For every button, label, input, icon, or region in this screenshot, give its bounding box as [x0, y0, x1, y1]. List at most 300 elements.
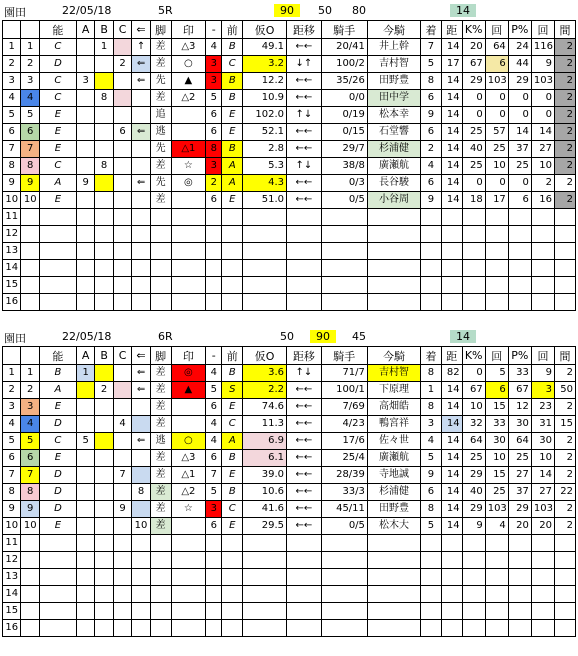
column-header-horse-num [21, 347, 39, 365]
cell-col-c [113, 552, 131, 569]
cell-col-c [113, 535, 131, 552]
cell-col-b [95, 518, 113, 535]
cell-p-pct: 37 [508, 141, 531, 158]
table-row[interactable] [3, 365, 576, 382]
cell-odds: 2.2 [243, 382, 287, 399]
cell-horse-num [21, 603, 39, 620]
cell-arrow [132, 416, 150, 433]
cell-dist-move: ↓↑ [287, 56, 322, 73]
cell-p-pct: 20 [508, 518, 531, 535]
cell-interval: 2 [554, 518, 575, 535]
table-row[interactable] [3, 141, 576, 158]
cell-dist-move: ←← [287, 192, 322, 209]
cell-p-pct [508, 260, 531, 277]
table-row[interactable] [3, 226, 576, 243]
cell-mark [171, 192, 206, 209]
table-row[interactable] [3, 620, 576, 637]
cell-horse-num: 1 [21, 365, 39, 382]
cell-jockey [367, 603, 420, 620]
cell-horse-num: 1 [21, 39, 39, 56]
cell-p-pct [508, 209, 531, 226]
cell-finish: 8 [421, 501, 442, 518]
column-header-row-num [3, 21, 21, 39]
cell-row-num: 7 [3, 141, 21, 158]
table-row[interactable] [3, 209, 576, 226]
cell-col-b [95, 416, 113, 433]
cell-p-pct: 29 [508, 73, 531, 90]
race-number: 5R [158, 4, 173, 17]
table-row[interactable] [3, 501, 576, 518]
cell-row-num: 6 [3, 124, 21, 141]
cell-distance: 14 [441, 107, 462, 124]
cell-horse-num: 7 [21, 141, 39, 158]
cell-style: 差 [150, 90, 171, 107]
cell-row-num: 4 [3, 90, 21, 107]
cell-col-c [113, 569, 131, 586]
cell-prev: E [222, 192, 243, 209]
cell-ability [39, 260, 76, 277]
cell-jockey-record: 0/19 [321, 107, 367, 124]
cell-count-1: 10 [485, 450, 508, 467]
cell-horse-num: 10 [21, 518, 39, 535]
cell-finish: 1 [421, 382, 442, 399]
cell-horse-num [21, 569, 39, 586]
cell-jockey [367, 209, 420, 226]
cell-interval: 2 [554, 158, 575, 175]
table-row[interactable] [3, 552, 576, 569]
cell-mark [171, 569, 206, 586]
cell-odds: 5.3 [243, 158, 287, 175]
cell-odds: 10.9 [243, 90, 287, 107]
cell-count-2: 27 [531, 484, 554, 501]
table-row[interactable] [3, 450, 576, 467]
cell-jockey: 佐々世 [367, 433, 420, 450]
cell-k-pct [462, 569, 485, 586]
cell-k-pct [462, 260, 485, 277]
cell-count-2 [531, 552, 554, 569]
cell-distance [441, 552, 462, 569]
cell-horse-num: 5 [21, 107, 39, 124]
cell-style: 差 [150, 382, 171, 399]
cell-finish: 9 [421, 467, 442, 484]
cell-odds: 4.3 [243, 175, 287, 192]
cell-style [150, 209, 171, 226]
table-row[interactable] [3, 399, 576, 416]
cell-jockey-record [321, 552, 367, 569]
cell-count-1: 6 [485, 56, 508, 73]
cell-col-b [95, 484, 113, 501]
table-row[interactable] [3, 416, 576, 433]
cell-dist-move: ↑↓ [287, 158, 322, 175]
table-row[interactable] [3, 535, 576, 552]
cell-distance: 14 [441, 175, 462, 192]
cell-p-pct: 0 [508, 90, 531, 107]
cell-col-c: 6 [113, 124, 131, 141]
cell-col-a [76, 586, 94, 603]
cell-col-c [113, 107, 131, 124]
cell-interval: 15 [554, 416, 575, 433]
cell-k-pct: 0 [462, 90, 485, 107]
cell-distance: 14 [441, 467, 462, 484]
cell-distance: 14 [441, 124, 462, 141]
cell-prev: B [222, 73, 243, 90]
cell-k-pct: 25 [462, 124, 485, 141]
table-row[interactable] [3, 277, 576, 294]
cell-col-c: 2 [113, 56, 131, 73]
cell-col-b [95, 226, 113, 243]
cell-count-1: 5 [485, 365, 508, 382]
cell-odds: 6.9 [243, 433, 287, 450]
cell-odds [243, 569, 287, 586]
cell-jockey-record [321, 209, 367, 226]
cell-style [150, 260, 171, 277]
cell-interval: 2 [554, 467, 575, 484]
cell-distance [441, 226, 462, 243]
table-row[interactable] [3, 569, 576, 586]
cell-jockey-record: 28/39 [321, 467, 367, 484]
cell-interval [554, 620, 575, 637]
table-row[interactable] [3, 518, 576, 535]
cell-col-b [95, 399, 113, 416]
cell-prev: C [222, 416, 243, 433]
cell-count-2: 20 [531, 518, 554, 535]
table-row[interactable] [3, 294, 576, 311]
cell-mark [171, 518, 206, 535]
cell-finish: 8 [421, 399, 442, 416]
cell-odds [243, 226, 287, 243]
cell-horse-num [21, 226, 39, 243]
cell-interval [554, 535, 575, 552]
table-row[interactable] [3, 56, 576, 73]
table-row[interactable] [3, 243, 576, 260]
cell-odds: 52.1 [243, 124, 287, 141]
cell-jockey [367, 277, 420, 294]
cell-ability [39, 586, 76, 603]
table-row[interactable] [3, 175, 576, 192]
cell-dist-move [287, 243, 322, 260]
cell-dash: 5 [206, 382, 222, 399]
cell-distance: 82 [441, 365, 462, 382]
cell-p-pct: 0 [508, 175, 531, 192]
cell-ability [39, 535, 76, 552]
cell-dash: 3 [206, 158, 222, 175]
cell-prev: B [222, 365, 243, 382]
cell-distance: 14 [441, 382, 462, 399]
cell-p-pct: 6 [508, 192, 531, 209]
cell-dash [206, 603, 222, 620]
cell-odds [243, 260, 287, 277]
cell-prev [222, 569, 243, 586]
cell-count-2: 116 [531, 39, 554, 56]
cell-jockey: 廣瀬航 [367, 450, 420, 467]
cell-distance [441, 294, 462, 311]
cell-interval: 2 [554, 56, 575, 73]
cell-count-1 [485, 277, 508, 294]
cell-k-pct: 10 [462, 399, 485, 416]
cell-count-1: 57 [485, 124, 508, 141]
table-row[interactable] [3, 158, 576, 175]
cell-odds: 102.0 [243, 107, 287, 124]
cell-row-num: 14 [3, 586, 21, 603]
cell-mark: △3 [171, 39, 206, 56]
column-header-k-pct: K% [462, 21, 485, 39]
column-header-odds: 仮O [243, 347, 287, 365]
header-value-3: 80 [352, 4, 366, 17]
cell-prev [222, 277, 243, 294]
cell-count-2: 23 [531, 399, 554, 416]
cell-style: 差 [150, 365, 171, 382]
cell-count-2: 9 [531, 365, 554, 382]
cell-col-b [95, 603, 113, 620]
cell-ability [39, 569, 76, 586]
cell-finish [421, 294, 442, 311]
cell-finish: 4 [421, 433, 442, 450]
cell-interval: 2 [554, 107, 575, 124]
cell-jockey [367, 586, 420, 603]
cell-odds: 2.8 [243, 141, 287, 158]
cell-count-2 [531, 277, 554, 294]
cell-dash [206, 586, 222, 603]
cell-mark: △1 [171, 467, 206, 484]
cell-arrow [132, 450, 150, 467]
cell-count-1: 10 [485, 158, 508, 175]
cell-dist-move [287, 260, 322, 277]
table-row[interactable] [3, 484, 576, 501]
cell-count-1 [485, 569, 508, 586]
cell-style [150, 586, 171, 603]
cell-prev: C [222, 56, 243, 73]
column-header-jockey: 今騎 [367, 347, 420, 365]
column-header-style: 脚 [150, 347, 171, 365]
cell-odds [243, 277, 287, 294]
cell-p-pct [508, 294, 531, 311]
column-header-dash: - [206, 347, 222, 365]
cell-count-2 [531, 586, 554, 603]
cell-count-2 [531, 294, 554, 311]
cell-jockey-record: 45/11 [321, 501, 367, 518]
cell-horse-num: 6 [21, 124, 39, 141]
cell-col-b [95, 73, 113, 90]
cell-jockey [367, 620, 420, 637]
table-row[interactable] [3, 382, 576, 399]
cell-count-1: 0 [485, 90, 508, 107]
cell-prev: E [222, 518, 243, 535]
cell-col-a: 1 [76, 365, 94, 382]
cell-col-a [76, 226, 94, 243]
cell-col-c [113, 209, 131, 226]
cell-finish [421, 535, 442, 552]
cell-finish [421, 226, 442, 243]
cell-k-pct [462, 226, 485, 243]
cell-count-2: 31 [531, 416, 554, 433]
column-header-arrow: ⇐ [132, 347, 150, 365]
cell-mark [171, 603, 206, 620]
cell-mark: ☆ [171, 501, 206, 518]
cell-prev: E [222, 124, 243, 141]
table-row[interactable] [3, 107, 576, 124]
cell-arrow [132, 107, 150, 124]
cell-ability: D [39, 467, 76, 484]
cell-p-pct [508, 569, 531, 586]
cell-mark: ☆ [171, 158, 206, 175]
cell-distance [441, 620, 462, 637]
cell-dist-move: ←← [287, 141, 322, 158]
cell-col-b [95, 433, 113, 450]
cell-col-c [113, 382, 131, 399]
cell-count-2: 14 [531, 467, 554, 484]
cell-arrow [132, 586, 150, 603]
cell-col-c [113, 603, 131, 620]
cell-distance: 14 [441, 141, 462, 158]
cell-finish [421, 209, 442, 226]
cell-k-pct: 32 [462, 416, 485, 433]
cell-interval: 2 [554, 73, 575, 90]
cell-style: 追 [150, 107, 171, 124]
cell-k-pct: 67 [462, 382, 485, 399]
cell-dist-move: ←← [287, 124, 322, 141]
cell-style [150, 294, 171, 311]
cell-arrow: ↑ [132, 39, 150, 56]
cell-p-pct [508, 552, 531, 569]
cell-count-1 [485, 209, 508, 226]
cell-finish: 8 [421, 365, 442, 382]
cell-row-num: 13 [3, 569, 21, 586]
cell-arrow: ⇐ [132, 365, 150, 382]
cell-row-num: 13 [3, 243, 21, 260]
cell-col-c [113, 175, 131, 192]
cell-k-pct: 0 [462, 107, 485, 124]
cell-k-pct [462, 586, 485, 603]
table-row[interactable] [3, 192, 576, 209]
table-row[interactable] [3, 124, 576, 141]
cell-col-c [113, 586, 131, 603]
table-row[interactable] [3, 39, 576, 56]
table-row[interactable] [3, 586, 576, 603]
cell-k-pct: 40 [462, 484, 485, 501]
cell-k-pct [462, 277, 485, 294]
cell-count-1: 30 [485, 433, 508, 450]
table-row[interactable] [3, 90, 576, 107]
cell-prev [222, 226, 243, 243]
cell-dash: 3 [206, 501, 222, 518]
cell-style: 差 [150, 39, 171, 56]
cell-jockey-record: 38/8 [321, 158, 367, 175]
column-header-odds: 仮O [243, 21, 287, 39]
cell-col-a [76, 467, 94, 484]
cell-mark [171, 416, 206, 433]
cell-ability: C [39, 158, 76, 175]
cell-arrow: ⇐ [132, 433, 150, 450]
column-header-ability: 能 [39, 347, 76, 365]
cell-dist-move: ←← [287, 518, 322, 535]
cell-p-pct [508, 535, 531, 552]
column-header-p-pct: P% [508, 347, 531, 365]
cell-mark [171, 226, 206, 243]
table-row[interactable] [3, 73, 576, 90]
race-block-2 [2, 326, 576, 637]
cell-interval: 2 [554, 141, 575, 158]
cell-col-b [95, 277, 113, 294]
cell-prev: B [222, 450, 243, 467]
cell-ability [39, 620, 76, 637]
cell-jockey-record: 0/3 [321, 175, 367, 192]
cell-prev: S [222, 382, 243, 399]
table-row[interactable] [3, 433, 576, 450]
cell-count-1: 17 [485, 192, 508, 209]
cell-horse-num: 6 [21, 450, 39, 467]
column-header-mark: 印 [171, 21, 206, 39]
cell-jockey: 松木大 [367, 518, 420, 535]
cell-mark: ▲ [171, 73, 206, 90]
cell-count-1: 103 [485, 501, 508, 518]
cell-count-2: 3 [531, 382, 554, 399]
cell-col-a [76, 124, 94, 141]
cell-interval [554, 260, 575, 277]
cell-row-num: 4 [3, 416, 21, 433]
cell-col-b [95, 365, 113, 382]
cell-dash [206, 535, 222, 552]
table-row[interactable] [3, 467, 576, 484]
header-value-3: 45 [352, 330, 366, 343]
cell-p-pct: 29 [508, 501, 531, 518]
cell-jockey-record [321, 620, 367, 637]
cell-finish [421, 552, 442, 569]
cell-jockey [367, 535, 420, 552]
cell-interval: 22 [554, 484, 575, 501]
cell-prev: E [222, 107, 243, 124]
cell-row-num: 15 [3, 277, 21, 294]
cell-dash: 6 [206, 192, 222, 209]
cell-ability: D [39, 416, 76, 433]
column-header-distance: 距 [441, 21, 462, 39]
table-row[interactable] [3, 260, 576, 277]
cell-mark [171, 107, 206, 124]
cell-jockey-record [321, 277, 367, 294]
cell-arrow [132, 192, 150, 209]
cell-dist-move: ←← [287, 73, 322, 90]
cell-jockey: 杉浦健 [367, 141, 420, 158]
cell-odds [243, 294, 287, 311]
cell-ability: A [39, 175, 76, 192]
cell-odds: 11.3 [243, 416, 287, 433]
cell-mark: ○ [171, 433, 206, 450]
cell-distance [441, 603, 462, 620]
cell-k-pct [462, 294, 485, 311]
cell-col-a [76, 107, 94, 124]
cell-horse-num: 3 [21, 73, 39, 90]
cell-dash: 6 [206, 450, 222, 467]
cell-ability [39, 277, 76, 294]
cell-p-pct [508, 620, 531, 637]
column-header-finish: 着 [421, 347, 442, 365]
cell-style [150, 277, 171, 294]
cell-prev [222, 586, 243, 603]
cell-dash: 3 [206, 56, 222, 73]
cell-p-pct: 24 [508, 39, 531, 56]
cell-odds [243, 586, 287, 603]
cell-dist-move: ←← [287, 501, 322, 518]
cell-prev: B [222, 484, 243, 501]
cell-col-b [95, 260, 113, 277]
cell-p-pct [508, 277, 531, 294]
cell-horse-num: 2 [21, 56, 39, 73]
cell-count-2: 0 [531, 107, 554, 124]
cell-count-1 [485, 620, 508, 637]
cell-count-2 [531, 260, 554, 277]
cell-k-pct [462, 552, 485, 569]
table-row[interactable] [3, 603, 576, 620]
cell-mark [171, 620, 206, 637]
